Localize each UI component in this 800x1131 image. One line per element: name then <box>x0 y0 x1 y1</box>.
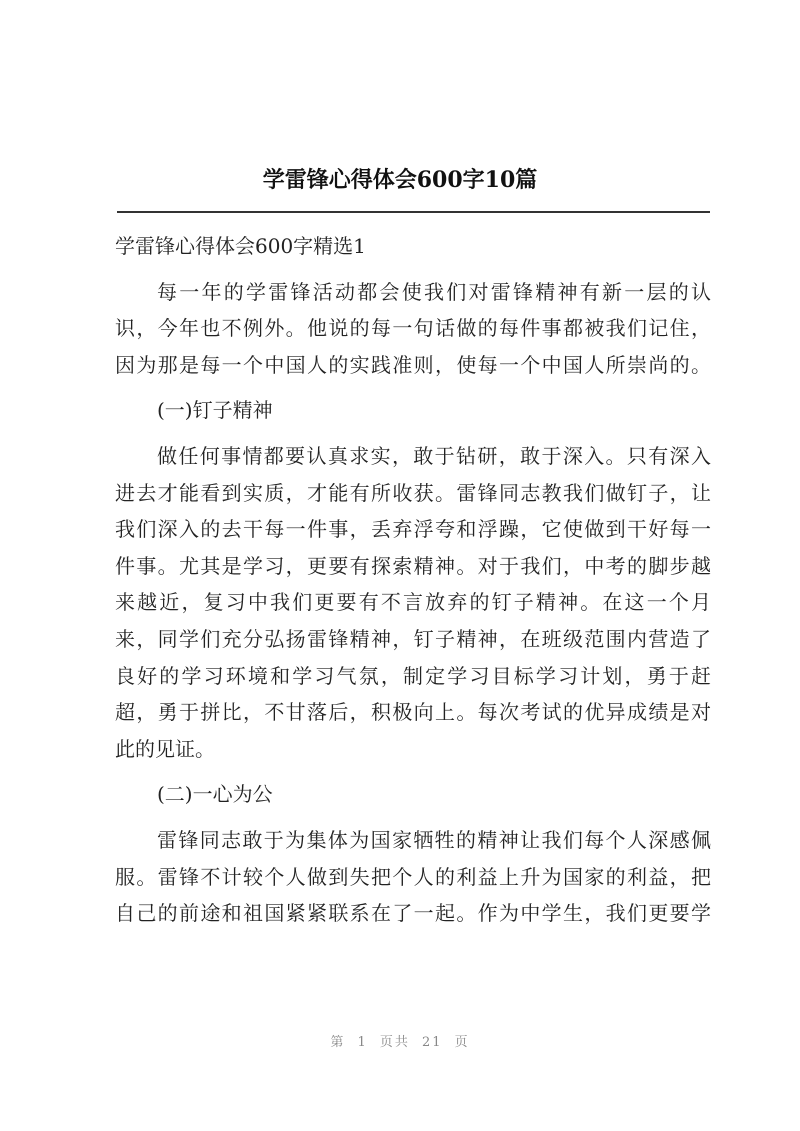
text-line: 我们深入的去干每一件事，丢弃浮夸和浮躁，它使做到干好每一 <box>115 517 711 542</box>
title-divider <box>117 211 710 213</box>
text-line: (二)一心为公 <box>157 782 273 807</box>
text-line: 服。雷锋不计较个人做到失把个人的利益上升为国家的利益，把 <box>115 864 711 889</box>
paragraph <box>115 822 711 932</box>
paragraph <box>115 438 711 767</box>
text-line: 雷锋同志敢于为集体为国家牺牲的精神让我们每个人深感佩 <box>157 827 711 852</box>
paragraph <box>115 274 711 384</box>
text-line: 识，今年也不例外。他说的每一句话做的每件事都被我们记住， <box>115 316 711 341</box>
text-line: 自己的前途和祖国紧紧联系在了一起。作为中学生，我们更要学 <box>115 901 711 926</box>
text-line: 做任何事情都要认真求实，敢于钻研，敢于深入。只有深入 <box>157 443 711 468</box>
text-line: 每一年的学雷锋活动都会使我们对雷锋精神有新一层的认 <box>157 279 711 304</box>
text-line: 因为那是每一个中国人的实践准则，使每一个中国人所崇尚的。 <box>115 352 711 377</box>
page-footer: 第 1 页共 21 页 <box>330 1035 470 1050</box>
document-title: 学雷锋心得体会600字10篇 <box>262 167 538 193</box>
text-line: 件事。尤其是学习，更要有探索精神。对于我们，中考的脚步越 <box>115 553 711 578</box>
paragraph <box>115 392 711 429</box>
text-line: 此的见证。 <box>115 736 215 761</box>
text-line: 进去才能看到实质，才能有所收获。雷锋同志教我们做钉子，让 <box>115 480 711 505</box>
text-line: 超，勇于拼比，不甘落后，积极向上。每次考试的优异成绩是对 <box>115 700 711 725</box>
document-body <box>115 228 711 932</box>
section-heading: 学雷锋心得体会600字精选1 <box>115 234 366 258</box>
text-line: 来，同学们充分弘扬雷锋精神，钉子精神，在班级范围内营造了 <box>115 626 711 651</box>
text-line: 良好的学习环境和学习气氛，制定学习目标学习计划，勇于赶 <box>115 663 711 688</box>
text-line: 来越近，复习中我们更要有不言放弃的钉子精神。在这一个月 <box>115 590 711 615</box>
paragraph <box>115 776 711 813</box>
text-line: (一)钉子精神 <box>157 398 273 423</box>
